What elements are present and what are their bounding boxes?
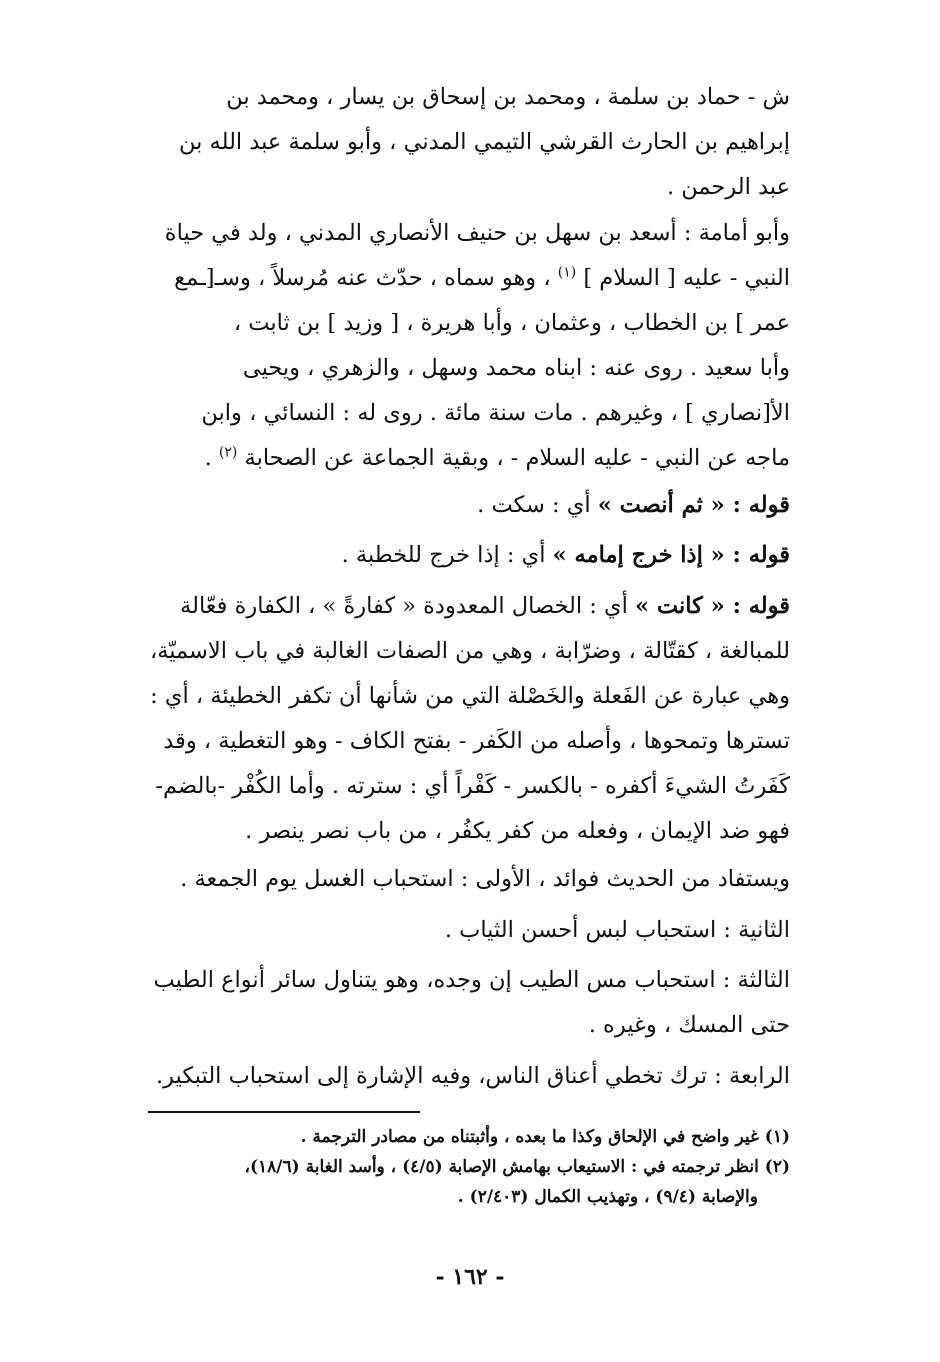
text-line: الثالثة : استحباب مس الطيب إن وجده، وهو يتناول سائر أنواع الطيب <box>153 967 790 993</box>
text-segment: النبي - عليه [ السلام ] <box>583 265 790 291</box>
text-line: عمر ] بن الخطاب ، وعثمان ، وأبا هريرة ، [ وزيد ] بن ثابت ، <box>233 310 790 336</box>
explanation: أي : إذا خرج للخطبة . <box>341 542 546 568</box>
narrators-paragraph <box>110 75 790 210</box>
benefit-fourth <box>110 1054 790 1099</box>
benefit-first <box>110 857 790 902</box>
page-number: - ١٦٢ - <box>435 1264 505 1290</box>
benefit-second <box>110 908 790 953</box>
benefit-third <box>110 958 790 1048</box>
footnote-ref-1: (١) <box>557 264 577 281</box>
text-line: وهي عبارة عن الفَعلة والخَصْلة التي من شأنها أن تكفر الخطيئة ، أي : <box>150 683 790 709</box>
text-line: عبد الرحمن . <box>666 174 790 200</box>
text-segment: ، وهو سماه ، حدّث عنه مُرسلاً ، وسـ[ـمع <box>174 265 551 291</box>
text-line: وأبا سعيد . روى عنه : ابناه محمد وسهل ، والزهري ، ويحيى <box>242 355 790 381</box>
text-line: تسترها وتمحوها ، وأصله من الكَفر - بفتح الكاف - وهو التغطية ، وقد <box>163 728 790 754</box>
text-line <box>110 483 790 528</box>
text-line: الثانية : استحباب لبس أحسن الثياب . <box>444 917 790 943</box>
quoted-phrase: قوله : « إذا خرج إمامه » <box>552 542 790 568</box>
text-line <box>110 533 790 578</box>
footnotes <box>110 1122 790 1212</box>
footnote-2: (٢) انظر ترجمته في : الاستيعاب بهامش الإصابة (٤/٥) ، وأسد الغابة (١٨/٦)، <box>244 1157 790 1177</box>
explanation: أي : الخصال المعدودة « كفارةً » ، الكفارة فعّالة <box>180 593 628 619</box>
quoted-phrase: قوله : « كانت » <box>635 593 790 619</box>
text-line: فهو ضد الإيمان ، وفعله من كفر يكفُر ، من باب نصر ينصر . <box>245 818 790 844</box>
footnote-2-continued: والإصابة (٩/٤) ، وتهذيب الكمال (٢/٤٠٣) . <box>457 1187 758 1207</box>
text-line <box>110 584 790 629</box>
footnote-ref-2: (٢) <box>218 444 238 461</box>
footnote-1: (١) غير واضح في الإلحاق وكذا ما بعده ، وأثبتناه من مصادر الترجمة . <box>300 1127 790 1147</box>
footnote-separator <box>148 1111 420 1113</box>
text-line: كَفَرتُ الشيءَ أكفره - بالكسر - كَفْراً أي : سترته . وأما الكُفْر -بالضم- <box>155 773 790 799</box>
qawluhu-kaffara <box>110 584 790 854</box>
text-segment: . <box>204 445 212 471</box>
text-line <box>110 436 790 481</box>
text-line: ش - حماد بن سلمة ، ومحمد بن إسحاق بن يسار ، ومحمد بن <box>226 84 790 110</box>
text-line <box>110 256 790 301</box>
text-line: إبراهيم بن الحارث القرشي التيمي المدني ، وأبو سلمة عبد الله بن <box>179 129 790 155</box>
explanation: أي : سكت . <box>477 492 591 518</box>
text-line: الرابعة : ترك تخطي أعناق الناس، وفيه الإشارة إلى استحباب التبكير. <box>155 1063 790 1089</box>
text-line: للمبالغة ، كقتّالة ، وضرّابة ، وهي من الصفات الغالبة في باب الاسميّة، <box>149 638 790 664</box>
text-line: الأ[نصاري ] ، وغيرهم . مات سنة مائة . روى له : النسائي ، وابن <box>201 400 790 426</box>
text-line: ويستفاد من الحديث فوائد ، الأولى : استحباب الغسل يوم الجمعة . <box>180 866 790 892</box>
qawluhu-ansata <box>110 483 790 528</box>
abu-umama-paragraph <box>110 211 790 481</box>
text-line: وأبو أمامة : أسعد بن سهل بن حنيف الأنصاري المدني ، ولد في حياة <box>164 220 790 246</box>
text-line: حتى المسك ، وغيره . <box>588 1012 790 1038</box>
quoted-phrase: قوله : « ثم أنصت » <box>597 492 790 518</box>
qawluhu-imam <box>110 533 790 578</box>
text-segment: ماجه عن النبي - عليه السلام - ، وبقية الجماعة عن الصحابة <box>244 445 790 471</box>
